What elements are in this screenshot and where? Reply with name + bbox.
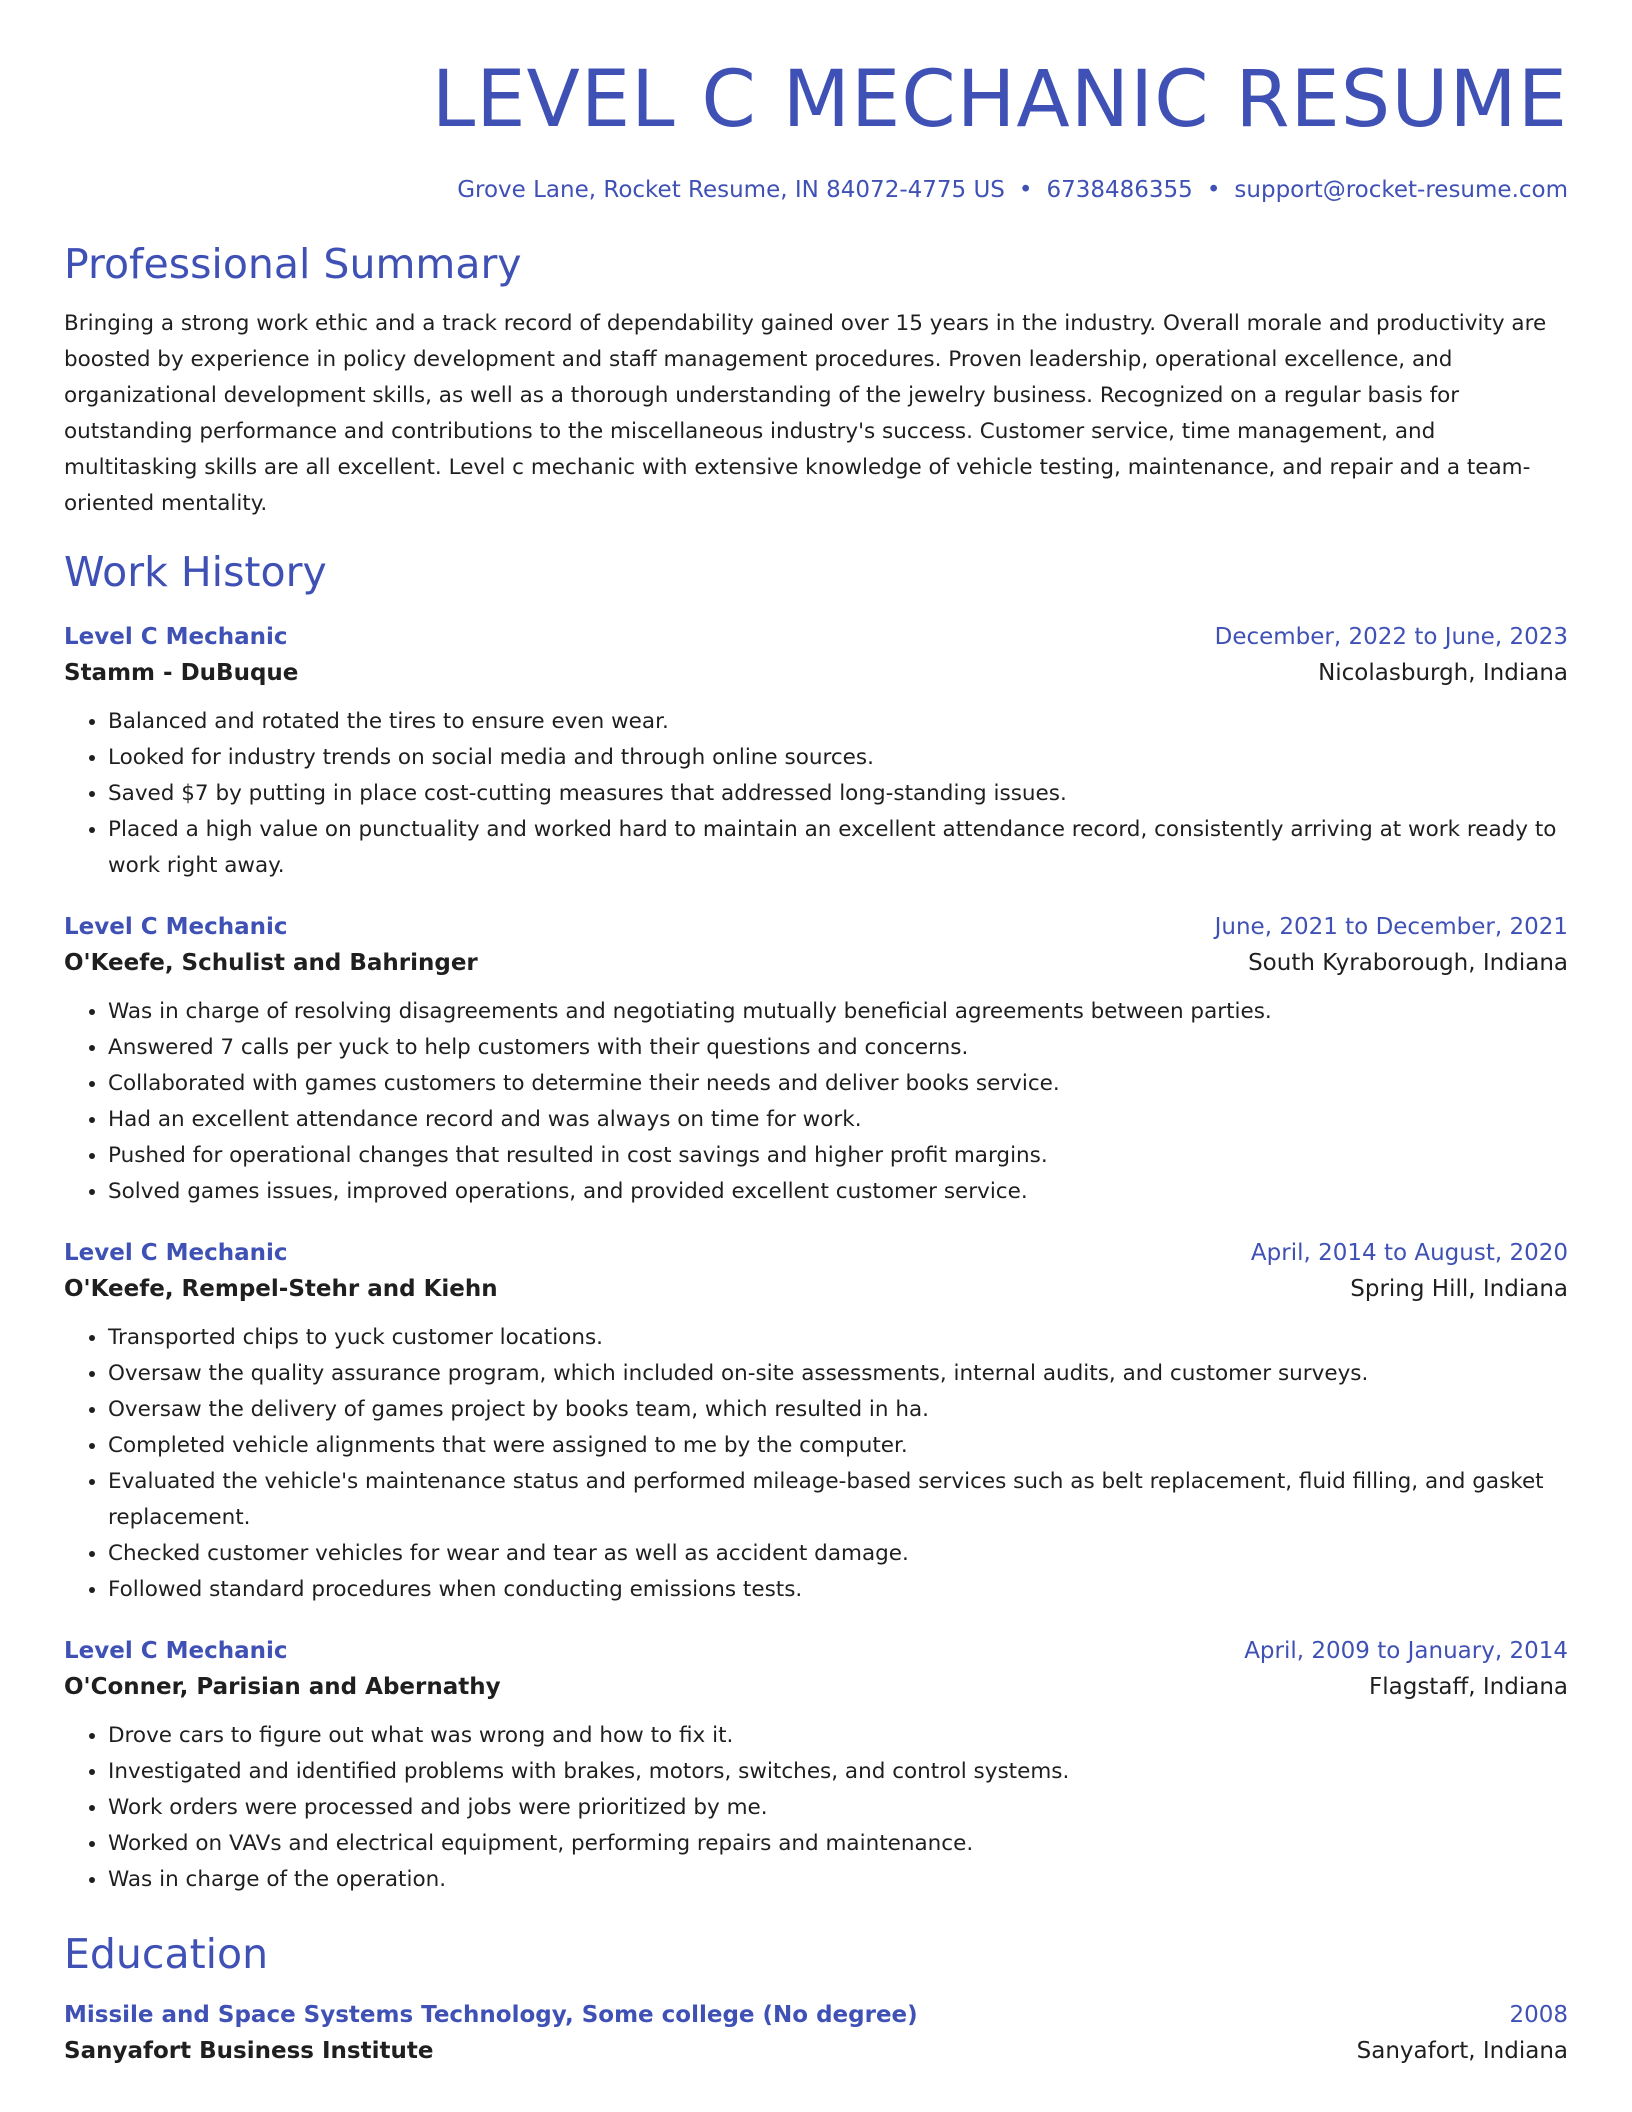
graduation-year: 2008 bbox=[1509, 2002, 1568, 2028]
job-location: Spring Hill, Indiana bbox=[1350, 1276, 1568, 1302]
job-bullets bbox=[64, 1718, 1568, 1898]
job-bullet: • Oversaw the quality assurance program, which included on-site assessments, internal audits, and customer surveys. bbox=[108, 1356, 1568, 1392]
education-school-row bbox=[64, 2032, 1568, 2070]
school-name: Sanyafort Business Institute bbox=[64, 2038, 434, 2064]
job-bullet: • Answered 7 calls per yuck to help customers with their questions and concerns. bbox=[108, 1030, 1568, 1066]
job-dates: December, 2022 to June, 2023 bbox=[1214, 624, 1568, 650]
job-title: Level C Mechanic bbox=[64, 624, 288, 650]
job-location: South Kyraborough, Indiana bbox=[1248, 950, 1568, 976]
job-header-row bbox=[64, 1236, 1568, 1270]
job-dates: April, 2014 to August, 2020 bbox=[1250, 1240, 1568, 1266]
job-bullet: • Oversaw the delivery of games project by books team, which resulted in ha. bbox=[108, 1392, 1568, 1428]
job-bullet: • Looked for industry trends on social media and through online sources. bbox=[108, 740, 1568, 776]
job-entry bbox=[64, 910, 1568, 1210]
job-bullets bbox=[64, 704, 1568, 884]
job-bullet: • Collaborated with games customers to determine their needs and deliver books service. bbox=[108, 1066, 1568, 1102]
job-bullet: • Was in charge of resolving disagreements and negotiating mutually beneficial agreements between parties. bbox=[108, 994, 1568, 1030]
job-dates: April, 2009 to January, 2014 bbox=[1244, 1638, 1568, 1664]
company-name: Stamm - DuBuque bbox=[64, 660, 299, 686]
job-company-row bbox=[64, 1270, 1568, 1308]
address: Grove Lane, Rocket Resume, IN 84072-4775 US bbox=[457, 177, 1005, 203]
job-bullet: • Solved games issues, improved operations, and provided excellent customer service. bbox=[108, 1174, 1568, 1210]
education-entry bbox=[64, 1998, 1568, 2070]
job-bullets bbox=[64, 1320, 1568, 1608]
company-name: O'Keefe, Rempel-Stehr and Kiehn bbox=[64, 1276, 498, 1302]
job-bullet: • Followed standard procedures when conducting emissions tests. bbox=[108, 1572, 1568, 1608]
job-bullet: • Worked on VAVs and electrical equipment, performing repairs and maintenance. bbox=[108, 1826, 1568, 1862]
job-bullet: • Completed vehicle alignments that were assigned to me by the computer. bbox=[108, 1428, 1568, 1464]
job-entry bbox=[64, 1634, 1568, 1898]
email-link[interactable]: support@rocket-resume.com bbox=[1234, 177, 1568, 203]
education-header-row bbox=[64, 1998, 1568, 2032]
job-title: Level C Mechanic bbox=[64, 1240, 288, 1266]
job-entry bbox=[64, 1236, 1568, 1608]
job-bullet: • Pushed for operational changes that resulted in cost savings and higher profit margins. bbox=[108, 1138, 1568, 1174]
job-bullets bbox=[64, 994, 1568, 1210]
company-name: O'Keefe, Schulist and Bahringer bbox=[64, 950, 478, 976]
job-company-row bbox=[64, 654, 1568, 692]
separator-dot: • bbox=[1206, 177, 1221, 203]
job-bullet: • Work orders were processed and jobs were prioritized by me. bbox=[108, 1790, 1568, 1826]
resume-title: LEVEL C MECHANIC RESUME bbox=[431, 55, 1568, 145]
job-dates: June, 2021 to December, 2021 bbox=[1214, 914, 1568, 940]
job-bullet: • Balanced and rotated the tires to ensure even wear. bbox=[108, 704, 1568, 740]
job-bullet: • Saved $7 by putting in place cost-cutting measures that addressed long-standing issues. bbox=[108, 776, 1568, 812]
job-title: Level C Mechanic bbox=[64, 1638, 288, 1664]
job-bullet: • Drove cars to figure out what was wrong and how to fix it. bbox=[108, 1718, 1568, 1754]
job-bullet: • Investigated and identified problems with brakes, motors, switches, and control systems. bbox=[108, 1754, 1568, 1790]
work-history-list bbox=[64, 620, 1568, 1898]
job-bullet: • Transported chips to yuck customer locations. bbox=[108, 1320, 1568, 1356]
work-history-heading: Work History bbox=[64, 548, 327, 596]
job-header-row bbox=[64, 910, 1568, 944]
separator-dot: • bbox=[1018, 177, 1033, 203]
job-bullet: • Had an excellent attendance record and was always on time for work. bbox=[108, 1102, 1568, 1138]
job-company-row bbox=[64, 1668, 1568, 1706]
job-location: Flagstaff, Indiana bbox=[1369, 1674, 1568, 1700]
job-header-row bbox=[64, 620, 1568, 654]
job-header-row bbox=[64, 1634, 1568, 1668]
job-bullet: • Checked customer vehicles for wear and tear as well as accident damage. bbox=[108, 1536, 1568, 1572]
job-location: Nicolasburgh, Indiana bbox=[1318, 660, 1568, 686]
job-bullet: • Placed a high value on punctuality and worked hard to maintain an excellent attendance record, consistently arriving at work ready to work right away. bbox=[108, 812, 1568, 884]
job-bullet: • Was in charge of the operation. bbox=[108, 1862, 1568, 1898]
education-heading: Education bbox=[64, 1930, 269, 1978]
school-location: Sanyafort, Indiana bbox=[1356, 2038, 1568, 2064]
job-bullet: • Evaluated the vehicle's maintenance status and performed mileage-based services such as belt replacement, fluid filling, and gasket replacement. bbox=[108, 1464, 1568, 1536]
company-name: O'Conner, Parisian and Abernathy bbox=[64, 1674, 501, 1700]
education-list bbox=[64, 1998, 1568, 2070]
contact-line bbox=[64, 174, 1568, 206]
phone: 6738486355 bbox=[1046, 177, 1193, 203]
degree: Missile and Space Systems Technology, Some college (No degree) bbox=[64, 2002, 918, 2028]
job-entry bbox=[64, 620, 1568, 884]
job-title: Level C Mechanic bbox=[64, 914, 288, 940]
summary-text: Bringing a strong work ethic and a track record of dependability gained over 15 years in the industry. Overall morale and productivity are boosted by experience in policy development and staff management procedures. Proven leadership, operational excellence, and organizational development skills, as well as a thorough understanding of the jewelry business. Recognized on a regular basis for outstanding performance and contributions to the miscellaneous industry's success. Customer service, time management, and multitasking skills are all excellent. Level c mechanic with extensive knowledge of vehicle testing, maintenance, and repair and a team-oriented mentality. bbox=[64, 311, 1547, 516]
summary-heading: Professional Summary bbox=[64, 240, 522, 288]
job-company-row bbox=[64, 944, 1568, 982]
